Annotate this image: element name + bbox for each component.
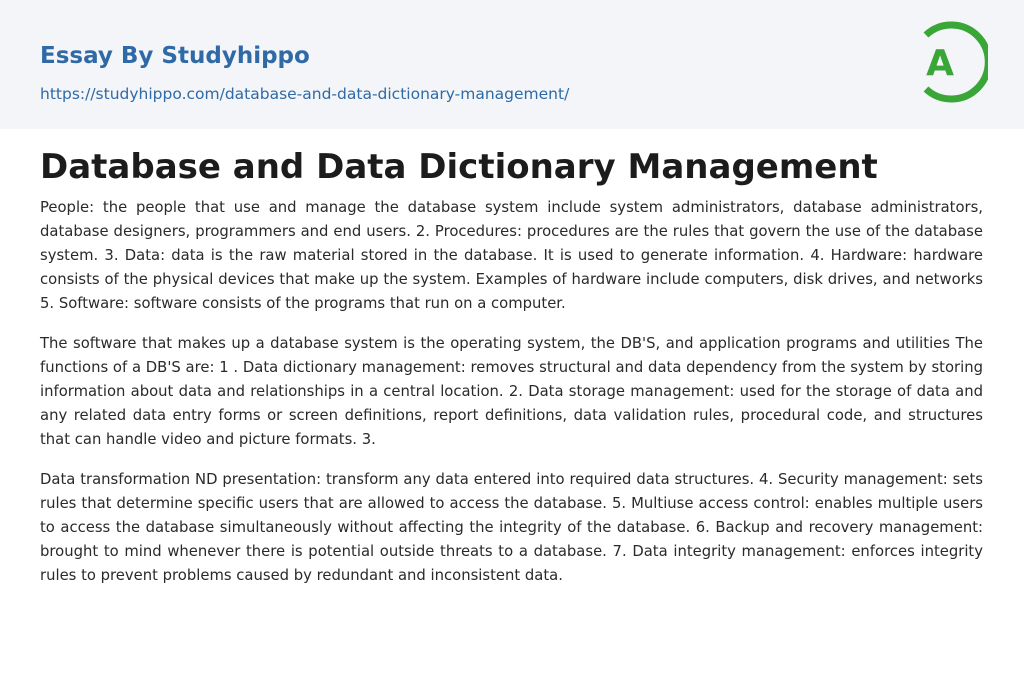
article-paragraph-1: People: the people that use and manage the database system include system administrators, database administrators, database designers, programmers and end users. 2. Procedures: procedures are the rules that govern the use of the database system. 3. Data: data is the raw material stored in the database. It is used to generate information. 4. Hardware: hardware consists of the physical devices that make up the system. Examples of hardware include computers, disk drives, and networks 5. Software: software consists of the programs that run on a computer. (40, 199, 983, 312)
page-title: Database and Data Dictionary Management (40, 147, 878, 187)
brand-title[interactable]: Essay By Studyhippo (40, 43, 310, 69)
article (40, 144, 983, 604)
site-header (0, 0, 1024, 129)
article-paragraph-2: The software that makes up a database system is the operating system, the DB'S, and application programs and utilities The functions of a DB'S are: 1 . Data dictionary management: removes structural and data dependency from the system by storing information about data and relationships in a central location. 2. Data storage management: used for the storage of data and any related data entry forms or screen definitions, report definitions, data validation rules, procedural code, and structures that can handle video and picture formats. 3. (40, 335, 983, 448)
studyhippo-logo-icon[interactable] (912, 18, 988, 106)
article-paragraph-3: Data transformation ND presentation: transform any data entered into required data structures. 4. Security management: sets rules that determine specific users that are allowed to access the database. 5. Multiuse access control: enables multiple users to access the database simultaneously without affecting the integrity of the database. 6. Backup and recovery management: brought to mind whenever there is potential outside threats to a database. 7. Data integrity management: enforces integrity rules to prevent problems caused by redundant and inconsistent data. (40, 471, 983, 584)
logo-letter: A (926, 43, 954, 84)
source-url-link[interactable]: https://studyhippo.com/database-and-data-dictionary-management/ (40, 85, 570, 103)
